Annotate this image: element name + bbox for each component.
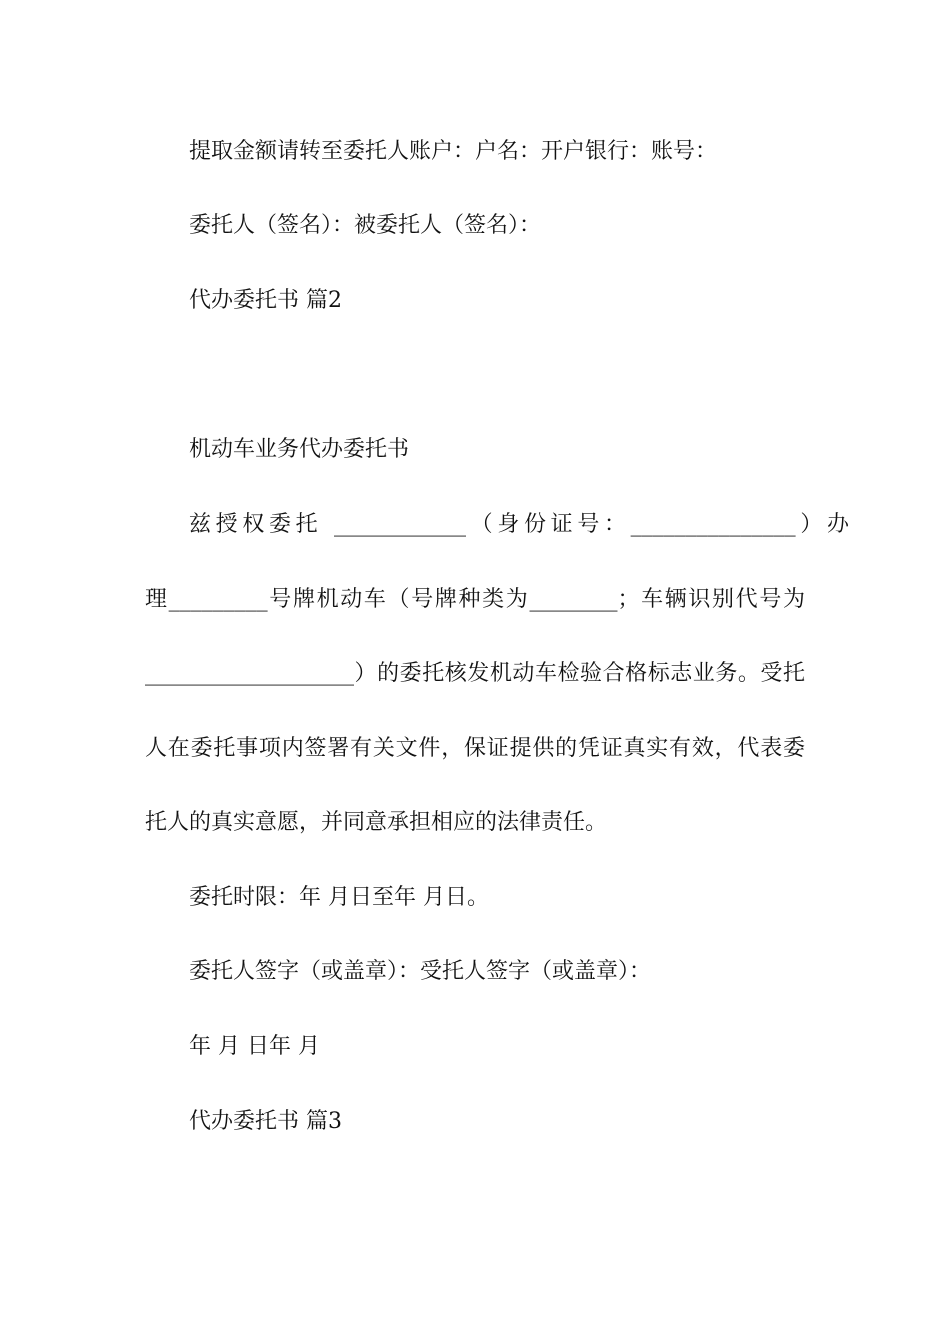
document-title: 机动车业务代办委托书: [189, 437, 410, 462]
account-transfer-line: 提取金额请转至委托人账户：户名：开户银行：账号：: [189, 139, 718, 164]
section-heading-3: 代办委托书 篇3: [189, 1109, 342, 1134]
paragraph-line: 托人的真实意愿，并同意承担相应的法律责任。: [145, 810, 608, 835]
paragraph-line: 人在委托事项内签署有关文件，保证提供的凭证真实有效，代表委: [145, 736, 805, 761]
date-line: 年 月 日年 月: [189, 1034, 320, 1059]
section-heading-2: 代办委托书 篇2: [189, 288, 342, 313]
signature-line: 委托人（签名）：被委托人（签名）：: [189, 213, 542, 238]
paragraph-line: 理_________号牌机动车（号牌种类为________；车辆识别代号为: [145, 587, 805, 612]
entrust-period-line: 委托时限：年 月日至年 月日。: [189, 885, 489, 910]
signature-line: 委托人签字（或盖章）：受托人签字（或盖章）：: [189, 959, 652, 984]
paragraph-line: ___________________）的委托核发机动车检验合格标志业务。受托: [145, 661, 805, 686]
paragraph-line: 兹授权委托 ____________（身份证号：_______________）办: [189, 512, 849, 537]
